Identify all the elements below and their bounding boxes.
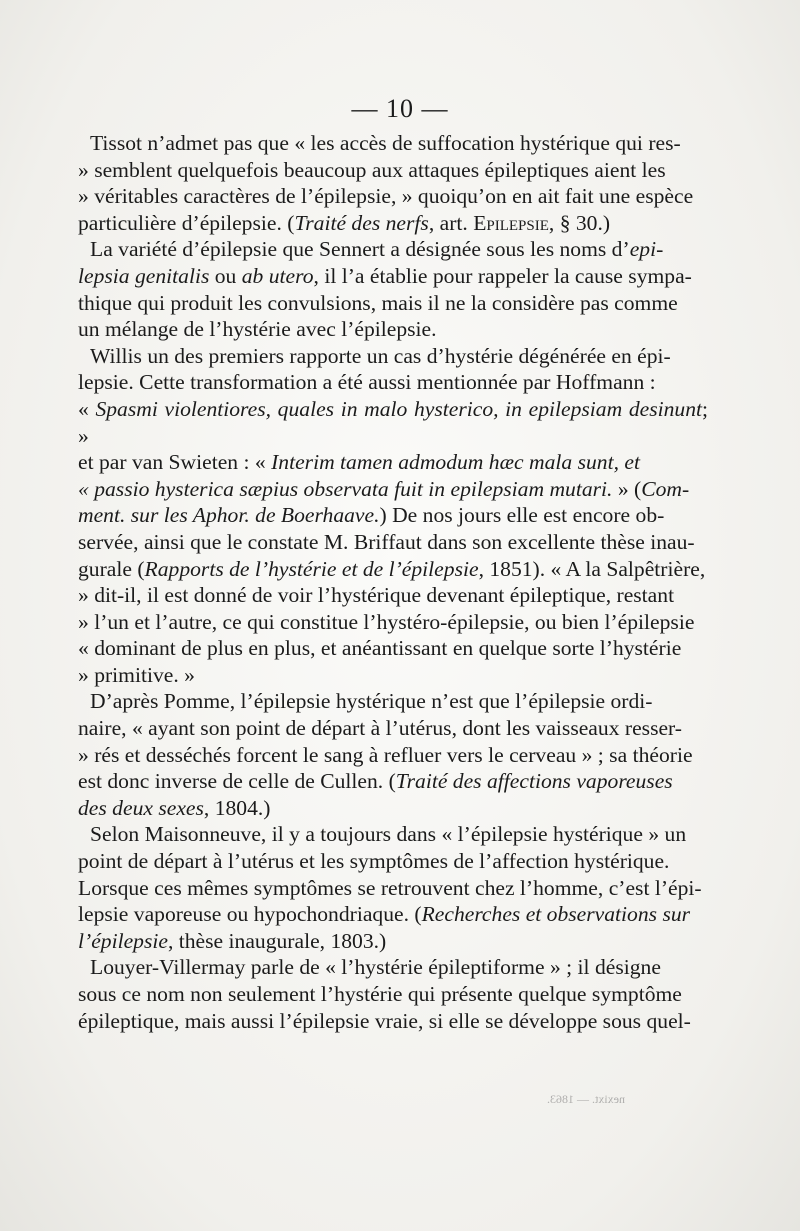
italic-run: Traité des affections vaporeuses des deux sexes — [78, 769, 673, 820]
paragraph-willis — [78, 343, 708, 689]
text-run: , 1804.) — [203, 795, 271, 820]
text-run: ou — [209, 263, 242, 288]
italic-run: Com- ment. sur les Aphor. de Boerhaave. — [78, 476, 690, 528]
page-number: — 10 — — [351, 94, 449, 123]
signature-mark: nexixt. — 1863. — [547, 1092, 625, 1106]
text-run: , § 30.) — [548, 210, 611, 235]
text-run: , art. — [428, 210, 474, 235]
text-run: , il l’a établie pour rappeler la cause sympa- thique qui produit les convulsions, mais il ne la considère pas comme un mélange de l’hystérie avec l’épilepsie. — [78, 263, 692, 342]
body-text — [78, 130, 708, 1034]
italic-run: Interim tamen admodum hæc mala sunt, et « passio hysterica sæpius observata fuit in epilepsiam mutari. — [78, 450, 640, 501]
italic-run: ab utero — [241, 263, 314, 288]
text-run: » ( — [612, 476, 642, 501]
text-run: Louyer-Villermay parle de « l’hystérie épileptiforme » ; il désigne sous ce nom non seulement l’hystérie qui présente quelque symptôme épileptique, mais aussi l’épilepsie vraie, si elle se développe sous quel- — [78, 955, 691, 1033]
italic-run: Recherches et observations sur l’épilepsie — [78, 902, 691, 953]
paragraph-sennert — [78, 236, 708, 342]
text-run: ) De nos jours elle est encore ob- servée, ainsi que le constate M. Briffaut dans son excellente thèse inau- gurale ( — [78, 503, 695, 581]
text-run: Willis un des premiers rapporte un cas d’hystérie dégénérée en épi- lepsie. Cette transformation a été aussi mentionnée par Hoffmann : « — [78, 343, 671, 421]
italic-run: Spasmi violentiores, quales in malo hysterico, in epilepsiam desinunt — [95, 396, 702, 421]
text-run: La variété d’épilepsie que Sennert a désignée sous les noms d’ — [90, 237, 630, 262]
text-run: Tissot n’admet pas que « les accès de suffocation hystérique qui res- » semblent quelquefois beaucoup aux attaques épileptiques aient les » véritables caractères de l’épilepsie, » quoiqu’on en ait fait une espèce particulière d’épilepsie. ( — [78, 131, 694, 235]
text-run: Selon Maisonneuve, il y a toujours dans « l’épilepsie hystérique » un point de départ à l’utérus et les symptômes de l’affection hystérique. Lorsque ces mêmes symptômes se retrouvent chez l’homme, c’est l’épi- lepsie vaporeuse ou hypochondriaque. ( — [78, 822, 702, 927]
text-run: ; » et par van Swieten : « — [78, 396, 708, 475]
text-run: , 1851). « A la Salpêtrière, » dit-il, il est donné de voir l’hystérique devenant épileptique, restant » l’un et l’autre, ce qui constitue l’hystéro-épilepsie, ou bien l’épilepsie « dominant de plus en plus, et anéantissant en quelque sorte l’hystérie » primitive. » — [78, 556, 706, 687]
italic-run: Rapports de l’hystérie et de l’épilepsie — [144, 556, 479, 581]
italic-run: epi- lepsia genitalis — [78, 237, 664, 288]
paragraph-pomme — [78, 688, 708, 821]
text-run: Epilepsie — [473, 210, 549, 235]
italic-run: Traité des nerfs — [294, 210, 429, 235]
text-run: , thèse inaugurale, 1803.) — [167, 928, 387, 953]
text-run: D’après Pomme, l’épilepsie hystérique n’est que l’épilepsie ordi- naire, « ayant son point de départ à l’utérus, dont les vaisseaux resser- » rés et desséchés forcent le sang à refluer vers le cerveau » ; sa théorie est donc inverse de celle de Cullen. ( — [78, 689, 693, 794]
paragraph-louyer-villermay — [78, 954, 708, 1034]
paragraph-tissot — [78, 130, 708, 236]
paragraph-maisonneuve — [78, 821, 708, 954]
